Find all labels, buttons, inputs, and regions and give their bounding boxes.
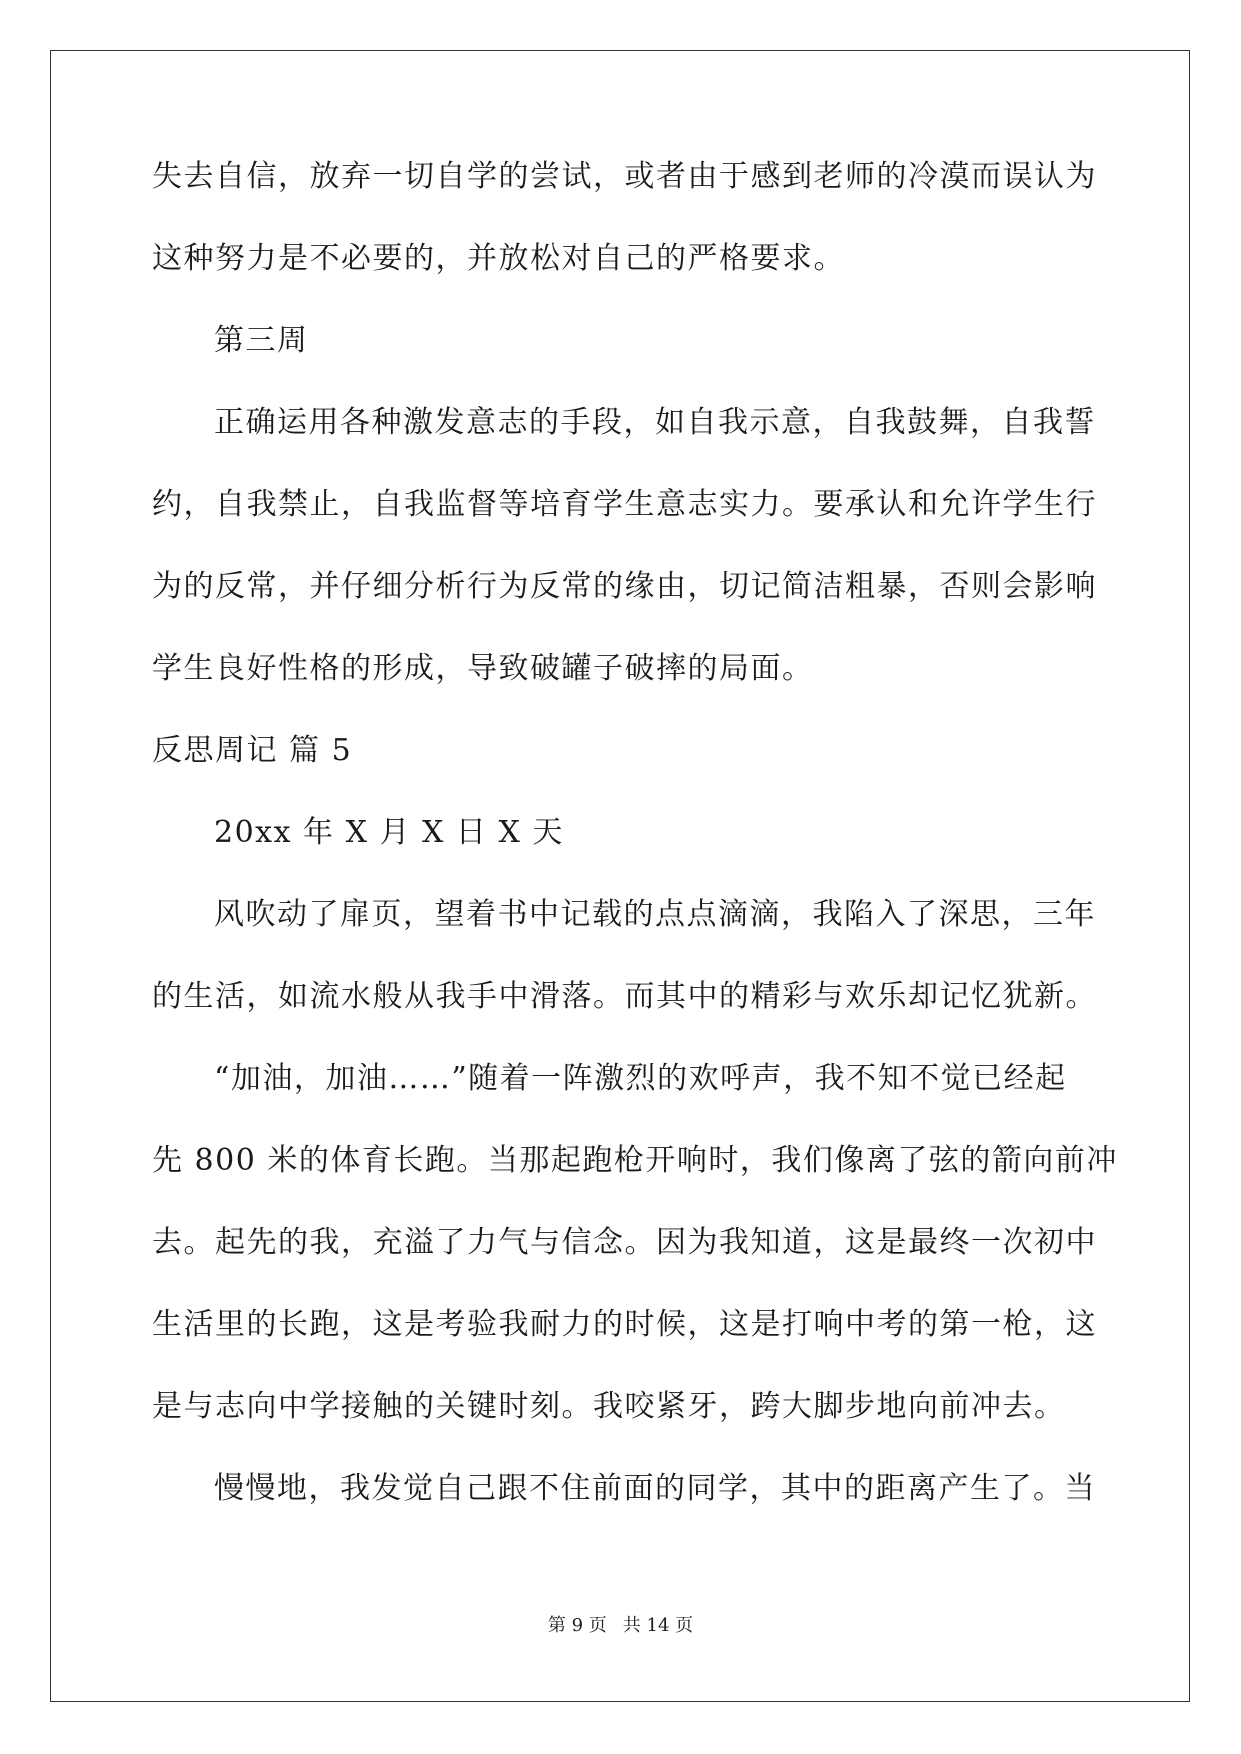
document-body <box>152 159 1118 1556</box>
text-line: 的生活，如流水般从我手中滑落。而其中的精彩与欢乐却记忆犹新。 <box>152 979 1097 1014</box>
text-line: 这种努力是不必要的，并放松对自己的严格要求。 <box>152 241 845 276</box>
text-line: 去。起先的我，充溢了力气与信念。因为我知道，这是最终一次初中 <box>152 1225 1097 1260</box>
text-line: 为的反常，并仔细分析行为反常的缘由，切记简洁粗暴，否则会影响 <box>152 569 1097 604</box>
text-line: 风吹动了扉页，望着书中记载的点点滴滴，我陷入了深思，三年 <box>214 897 1096 932</box>
text-line: 先 800 米的体育长跑。当那起跑枪开响时，我们像离了弦的箭向前冲 <box>152 1143 1118 1178</box>
section-heading: 第三周 <box>214 323 309 358</box>
text-line: 慢慢地，我发觉自己跟不住前面的同学，其中的距离产生了。当 <box>214 1471 1096 1506</box>
text-line: 生活里的长跑，这是考验我耐力的时候，这是打响中考的第一枪，这 <box>152 1307 1097 1342</box>
text-line: 是与志向中学接触的关键时刻。我咬紧牙，跨大脚步地向前冲去。 <box>152 1389 1066 1424</box>
text-line: 正确运用各种激发意志的手段，如自我示意，自我鼓舞，自我誓 <box>214 405 1096 440</box>
page-number: 第 9 页 <box>547 1615 607 1636</box>
page-footer <box>0 1616 1241 1636</box>
text-line: 学生良好性格的形成，导致破罐子破摔的局面。 <box>152 651 814 686</box>
text-line: 失去自信，放弃一切自学的尝试，或者由于感到老师的冷漠而误认为 <box>152 159 1097 194</box>
article-title: 反思周记 篇 5 <box>152 733 353 768</box>
date-line: 20xx 年 X 月 X 日 X 天 <box>214 815 564 850</box>
text-line: “加油，加油……”随着一阵激烈的欢呼声，我不知不觉已经起 <box>214 1061 1067 1096</box>
page-total: 共 14 页 <box>622 1615 694 1636</box>
text-line: 约，自我禁止，自我监督等培育学生意志实力。要承认和允许学生行 <box>152 487 1097 522</box>
